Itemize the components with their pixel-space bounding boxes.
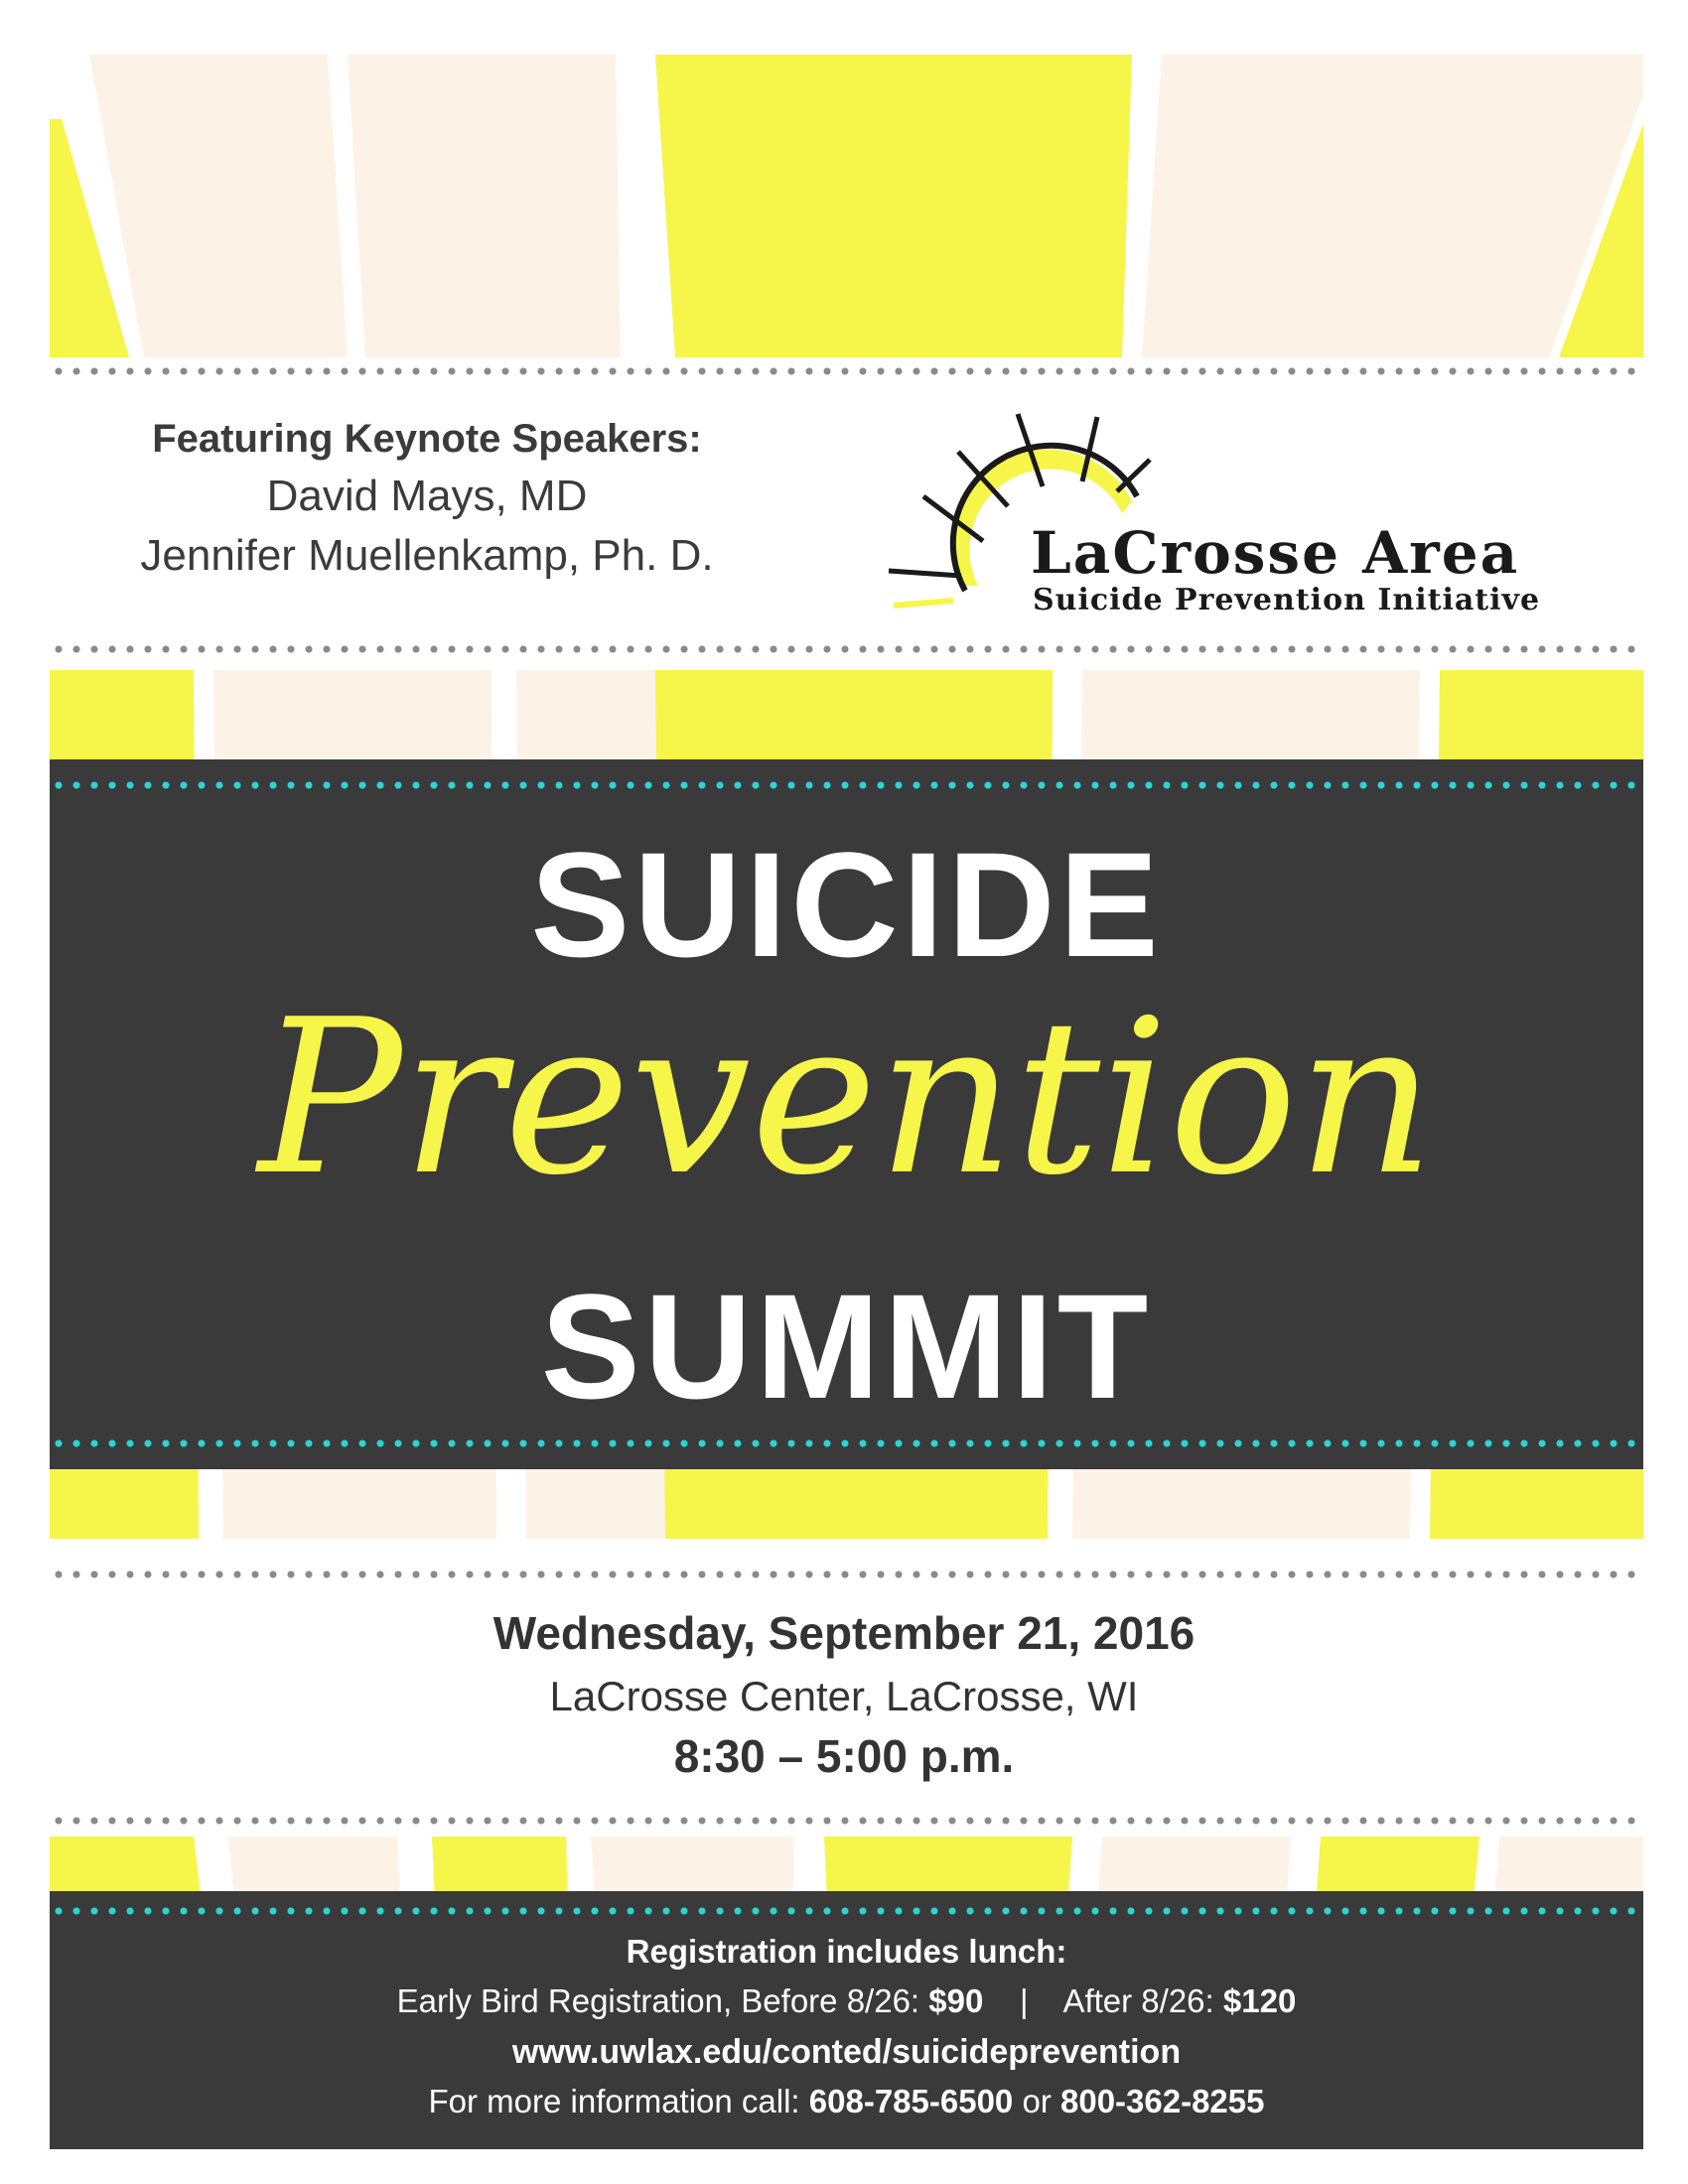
- cyan-dotted-line: [50, 781, 1643, 789]
- logo-subtitle: Suicide Prevention Initiative: [1033, 583, 1541, 617]
- registration-heading: Registration includes lunch:: [626, 1933, 1067, 1970]
- title-line-prevention: Prevention: [258, 973, 1435, 1222]
- dotted-divider: [50, 367, 1643, 375]
- title-banner: [50, 759, 1643, 1469]
- phone-or: or: [1013, 2083, 1060, 2119]
- late-price: $120: [1222, 1982, 1297, 2019]
- contact-info: [50, 2083, 1643, 2120]
- late-label: After 8/26:: [1062, 1982, 1223, 2019]
- phone-number[interactable]: 800-362-8255: [1059, 2083, 1265, 2119]
- early-bird-label: Early Bird Registration, Before 8/26:: [396, 1982, 929, 2019]
- keynote-speakers: [70, 417, 784, 581]
- event-date: Wednesday, September 21, 2016: [492, 1607, 1196, 1659]
- registration-box: [50, 1891, 1643, 2149]
- dotted-divider: [50, 1570, 1643, 1578]
- phone-number[interactable]: 608-785-6500: [808, 2083, 1014, 2119]
- price-separator: |: [1020, 1982, 1029, 2019]
- cyan-dotted-line: [50, 1907, 1643, 1915]
- registration-url[interactable]: www.uwlax.edu/conted/suicideprevention: [511, 2033, 1182, 2071]
- speaker-name: Jennifer Muellenkamp, Ph. D.: [140, 531, 714, 580]
- dotted-divider: [50, 645, 1643, 653]
- speaker-name: David Mays, MD: [266, 472, 588, 520]
- registration-pricing: [50, 1982, 1643, 2020]
- event-location: LaCrosse Center, LaCrosse, WI: [549, 1673, 1139, 1719]
- speakers-heading: Featuring Keynote Speakers:: [152, 417, 702, 461]
- top-decorative-band: [50, 55, 1643, 357]
- title-line-summit: SUMMIT: [540, 1263, 1153, 1430]
- early-bird-price: $90: [928, 1982, 984, 2019]
- phone-label: For more information call:: [428, 2083, 809, 2119]
- organization-logo: [884, 402, 1579, 620]
- title-line-suicide: SUICIDE: [530, 821, 1163, 988]
- dotted-divider: [50, 1817, 1643, 1825]
- event-time: 8:30 – 5:00 p.m.: [673, 1730, 1015, 1782]
- logo-name: LaCrosse Area: [1031, 519, 1520, 587]
- cyan-dotted-line: [50, 1439, 1643, 1447]
